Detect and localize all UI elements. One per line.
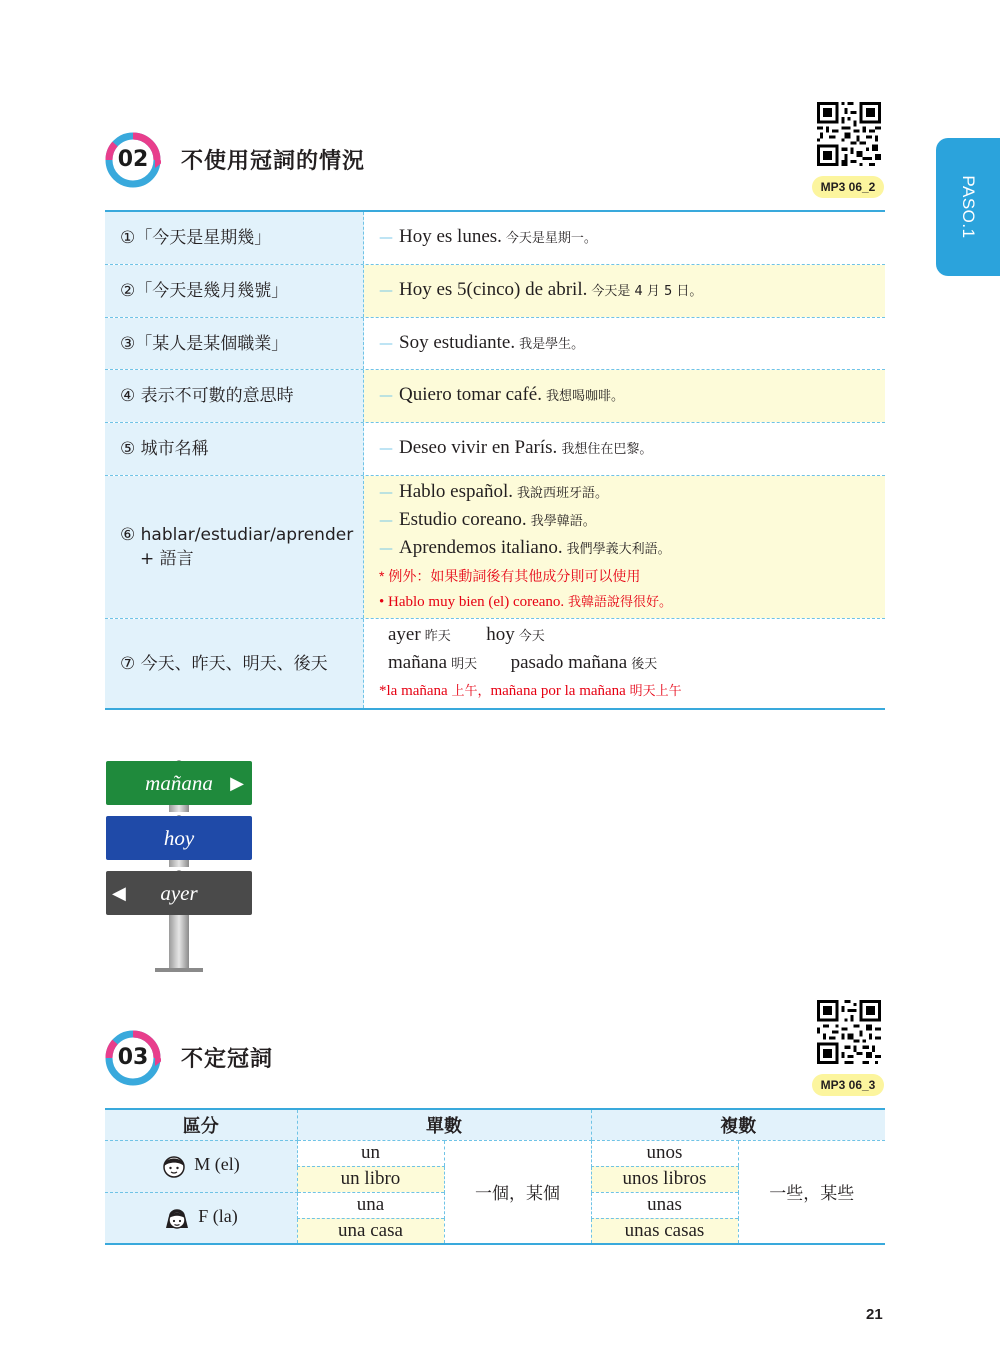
masculine-label: M (el) bbox=[194, 1154, 240, 1175]
dash-icon: — bbox=[379, 335, 393, 352]
exception-example bbox=[379, 589, 885, 616]
table-row bbox=[105, 370, 885, 423]
time-note bbox=[379, 678, 885, 705]
time-note-zh2: 明天上午 bbox=[629, 684, 682, 699]
example-cell bbox=[364, 265, 885, 317]
example-es: Hoy es lunes. bbox=[399, 226, 502, 247]
table-row bbox=[105, 212, 885, 265]
table-row bbox=[105, 318, 885, 370]
example-zh: 今天是星期一。 bbox=[505, 231, 597, 246]
example-cell bbox=[364, 619, 885, 708]
no-article-table bbox=[105, 210, 885, 710]
page-number: 21 bbox=[866, 1306, 883, 1323]
signpost-illustration bbox=[105, 756, 255, 974]
exception-note: * 例外：如果動詞後有其他成分則可以使用 bbox=[379, 567, 641, 584]
sign-tomorrow bbox=[106, 761, 252, 805]
example-cell bbox=[364, 318, 885, 369]
example-es: Hoy es 5(cinco) de abril. bbox=[399, 279, 588, 300]
usage-case-line1: ⑥ hablar/estudiar/aprender bbox=[120, 525, 354, 545]
mp3-track-label[interactable]: MP3 06_2 bbox=[812, 176, 884, 198]
feminine-cell bbox=[105, 1192, 297, 1244]
usage-case: ②「今天是幾月幾號」 bbox=[105, 265, 364, 317]
word-es: pasado mañana bbox=[510, 652, 628, 673]
paso-tab-label: PASO.1 bbox=[959, 175, 978, 239]
table-row bbox=[105, 265, 885, 318]
dash-icon: — bbox=[379, 441, 393, 457]
exception-example-zh: 我韓語說得很好。 bbox=[567, 594, 672, 610]
usage-case: ⑦ 今天、昨天、明天、後天 bbox=[105, 619, 364, 708]
indefinite-article-table bbox=[105, 1108, 885, 1245]
example-cell bbox=[364, 476, 885, 618]
example-cell bbox=[364, 423, 885, 475]
fem-plur-article: unas bbox=[591, 1192, 738, 1218]
time-note-es1: *la mañana bbox=[379, 683, 448, 699]
example-zh: 我想住在巴黎。 bbox=[561, 442, 653, 457]
usage-case: ③「某人是某個職業」 bbox=[105, 318, 364, 369]
plural-meaning: 一些，某些 bbox=[738, 1140, 885, 1244]
masc-sing-article: un bbox=[297, 1140, 444, 1166]
word-es: mañana bbox=[388, 652, 448, 673]
table-header-row bbox=[105, 1109, 885, 1140]
masc-sing-example: un libro bbox=[297, 1166, 444, 1192]
table-row bbox=[105, 1140, 885, 1166]
sign-yesterday bbox=[106, 871, 252, 915]
usage-case: ①「今天是星期幾」 bbox=[105, 212, 364, 264]
dash-icon: — bbox=[379, 484, 393, 501]
header-plural: 複數 bbox=[591, 1109, 885, 1140]
usage-case: ④ 表示不可數的意思時 bbox=[105, 370, 364, 422]
arrow-left-icon: ◀ bbox=[112, 883, 126, 903]
section-number-badge bbox=[105, 132, 161, 188]
boy-face-icon bbox=[162, 1154, 186, 1178]
sign-today-label: hoy bbox=[163, 826, 195, 850]
singular-meaning: 一個，某個 bbox=[444, 1140, 591, 1244]
word-es: hoy bbox=[486, 624, 515, 645]
example-es: Quiero tomar café. bbox=[399, 384, 542, 405]
example-zh: 我說西班牙語。 bbox=[516, 485, 608, 501]
masculine-cell bbox=[105, 1140, 297, 1192]
dash-icon: — bbox=[379, 283, 393, 299]
masc-plur-example: unos libros bbox=[591, 1166, 738, 1192]
word-zh: 今天 bbox=[518, 629, 545, 644]
paso-side-tab bbox=[936, 138, 1000, 276]
fem-plur-example: unas casas bbox=[591, 1218, 738, 1244]
arrow-right-icon: ▶ bbox=[230, 773, 244, 793]
example-zh: 我是學生。 bbox=[519, 336, 585, 352]
section-number: 02 bbox=[117, 147, 149, 172]
sign-today bbox=[106, 816, 252, 860]
dash-icon: — bbox=[379, 512, 393, 529]
usage-case: ⑤ 城市名稱 bbox=[105, 423, 364, 475]
table-row bbox=[105, 619, 885, 708]
word-es: ayer bbox=[388, 624, 421, 645]
girl-face-icon bbox=[164, 1206, 190, 1230]
header-singular: 單數 bbox=[297, 1109, 591, 1140]
example-es: Hablo español. bbox=[399, 480, 513, 502]
section-title: 不定冠詞 bbox=[181, 1047, 274, 1072]
mp3-track-label[interactable]: MP3 06_3 bbox=[812, 1074, 884, 1096]
qr-code-icon[interactable] bbox=[817, 102, 881, 166]
usage-case-line2: + 語言 bbox=[140, 549, 194, 569]
sign-tomorrow-label: mañana bbox=[145, 771, 213, 795]
table-row bbox=[105, 476, 885, 619]
masc-plur-article: unos bbox=[591, 1140, 738, 1166]
example-es: Estudio coreano. bbox=[399, 508, 527, 530]
exception-example-es: • Hablo muy bien (el) coreano. bbox=[379, 593, 565, 610]
example-zh: 今天是 4 月 5 日。 bbox=[591, 284, 703, 299]
example-zh: 我想喝咖啡。 bbox=[545, 389, 624, 404]
header-category: 區分 bbox=[105, 1109, 297, 1140]
dash-icon: — bbox=[379, 230, 393, 246]
example-es: Soy estudiante. bbox=[399, 331, 516, 353]
fem-sing-example: una casa bbox=[297, 1218, 444, 1244]
example-zh: 我們學義大利語。 bbox=[566, 541, 671, 557]
section-title: 不使用冠詞的情況 bbox=[181, 149, 366, 174]
example-es: Aprendemos italiano. bbox=[399, 536, 563, 558]
qr-code-icon[interactable] bbox=[817, 1000, 881, 1064]
time-note-es2: mañana por la mañana bbox=[490, 683, 626, 699]
time-note-zh1: 上午， bbox=[451, 684, 491, 699]
fem-sing-article: una bbox=[297, 1192, 444, 1218]
word-zh: 明天 bbox=[451, 657, 478, 672]
usage-case bbox=[105, 476, 364, 618]
table-row bbox=[105, 423, 885, 476]
feminine-label: F (la) bbox=[198, 1205, 238, 1226]
example-cell bbox=[364, 370, 885, 422]
example-cell bbox=[364, 212, 885, 264]
section-number: 03 bbox=[117, 1045, 149, 1070]
sign-yesterday-label: ayer bbox=[160, 881, 198, 905]
dash-icon: — bbox=[379, 388, 393, 404]
word-zh: 昨天 bbox=[424, 629, 451, 644]
word-zh: 後天 bbox=[631, 657, 658, 672]
example-es: Deseo vivir en París. bbox=[399, 437, 558, 458]
example-zh: 我學韓語。 bbox=[530, 513, 596, 529]
section-number-badge bbox=[105, 1030, 161, 1086]
dash-icon: — bbox=[379, 540, 393, 557]
